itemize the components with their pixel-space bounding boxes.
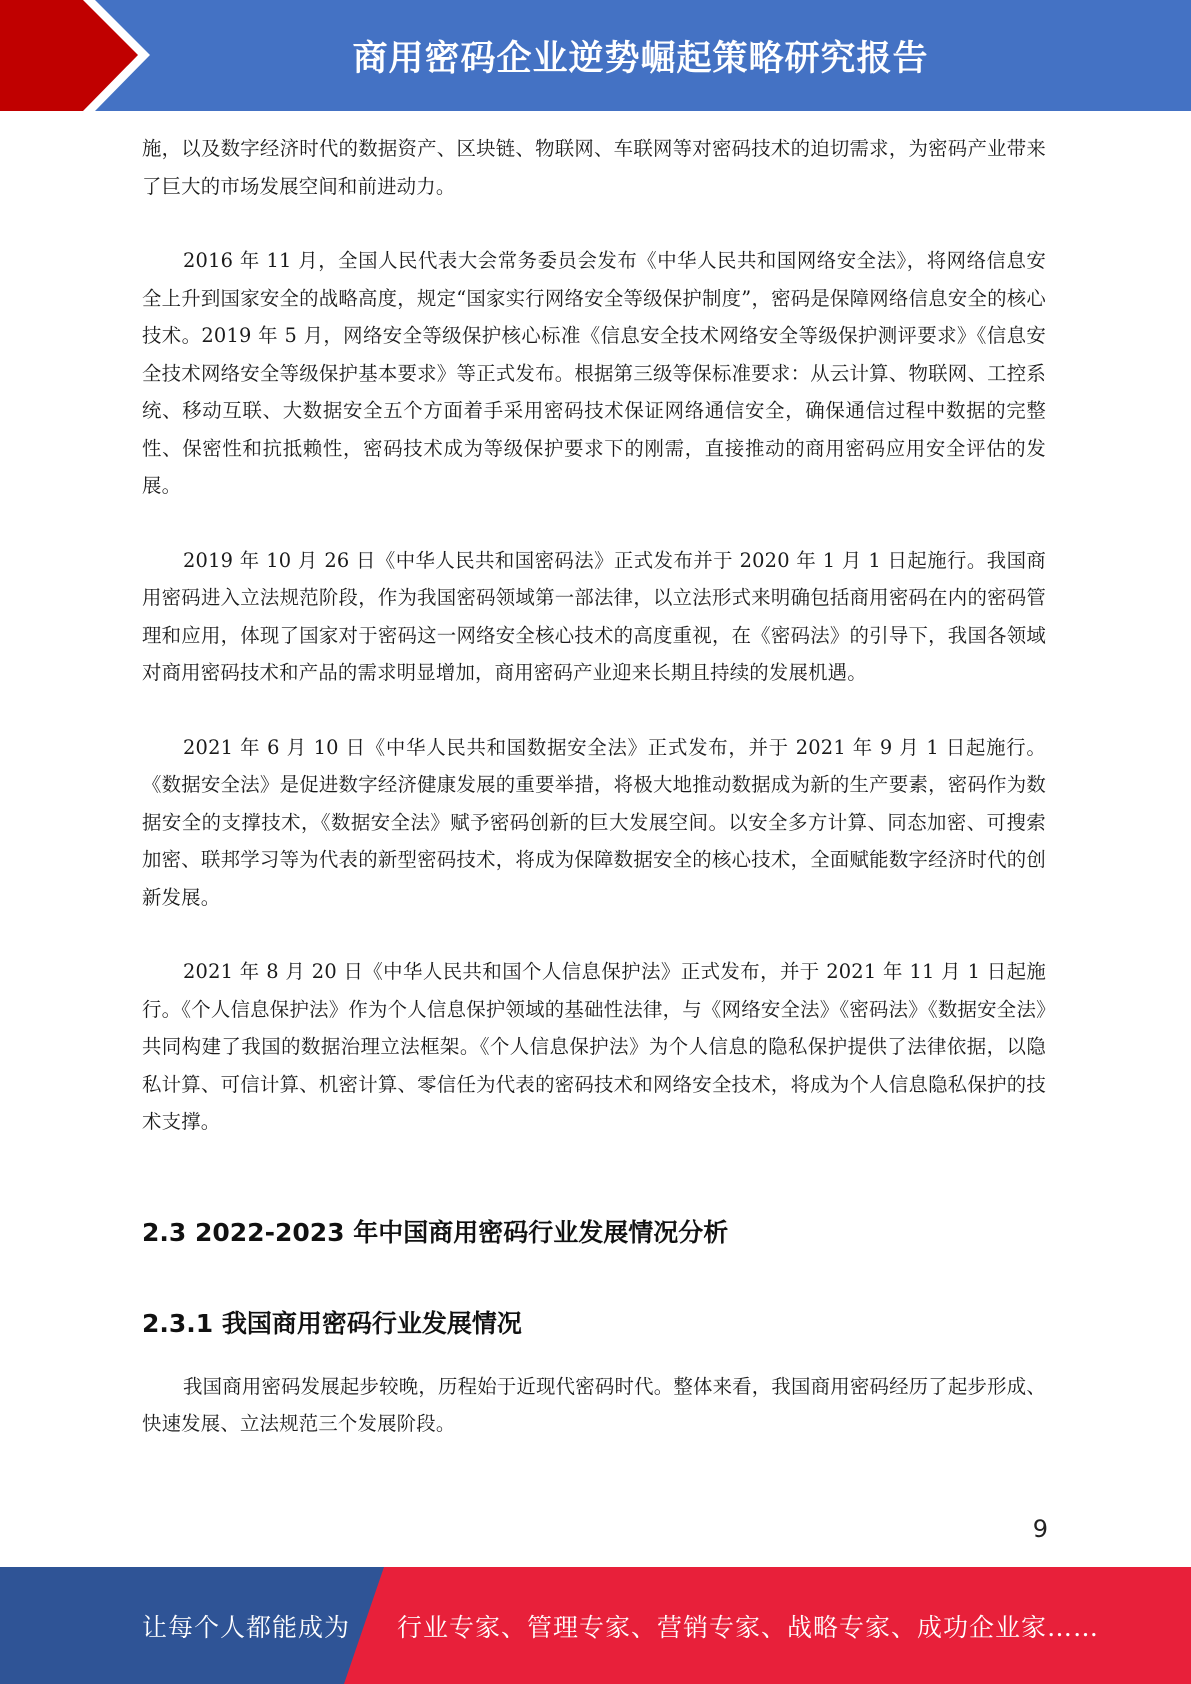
footer-slogan-left: 让每个人都能成为 [142, 1612, 351, 1642]
paragraph-continuation: 施，以及数字经济时代的数据资产、区块链、物联网、车联网等对密码技术的迫切需求，为密码产业带来了巨大的市场发展空间和前进动力。 [142, 137, 1046, 198]
footer-slogan-right: 行业专家、管理专家、营销专家、战略专家、成功企业家…… [397, 1612, 1100, 1642]
page-header [0, 0, 1191, 111]
header-arrow-decoration [0, 0, 160, 111]
section-heading-2-3: 2.3 2022-2023 年中国商用密码行业发展情况分析 [142, 1217, 729, 1247]
section-heading-2-3-1: 2.3.1 我国商用密码行业发展情况 [142, 1308, 522, 1338]
page-footer [0, 1567, 1191, 1684]
paragraph-cryptography-law: 2019 年 10 月 26 日《中华人民共和国密码法》正式发布并于 2020 年 1 月 1 日起施行。我国商用密码进入立法规范阶段，作为我国密码领域第一部法律，以立法形式来明确包括商用密码在内的密码管理和应用，体现了国家对于密码这一网络安全核心技术的高度重视，在《密码法》的引导下，我国各领域对商用密码技术和产品的需求明显增加，商用密码产业迎来长期且持续的发展机遇。 [142, 548, 1046, 684]
report-title: 商用密码企业逆势崛起策略研究报告 [352, 38, 929, 79]
page-number: 9 [1032, 1515, 1048, 1543]
paragraph-data-security-law: 2021 年 6 月 10 日《中华人民共和国数据安全法》正式发布，并于 2021 年 9 月 1 日起施行。《数据安全法》是促进数字经济健康发展的重要举措，将极大地推动数据成为新的生产要素，密码作为数据安全的支撑技术，《数据安全法》赋予密码创新的巨大发展空间。以安全多方计算、同态加密、可搜索加密、联邦学习等为代表的新型密码技术，将成为保障数据安全的核心技术，全面赋能数字经济时代的创新发展。 [142, 735, 1046, 909]
paragraph-development-stages: 我国商用密码发展起步较晚，历程始于近现代密码时代。整体来看，我国商用密码经历了起步形成、快速发展、立法规范三个发展阶段。 [142, 1374, 1046, 1435]
paragraph-personal-info-law: 2021 年 8 月 20 日《中华人民共和国个人信息保护法》正式发布，并于 2021 年 11 月 1 日起施行。《个人信息保护法》作为个人信息保护领域的基础性法律，与《网络安全法》《密码法》《数据安全法》共同构建了我国的数据治理立法框架。《个人信息保护法》为个人信息的隐私保护提供了法律依据，以隐私计算、可信计算、机密计算、零信任为代表的密码技术和网络安全技术，将成为个人信息隐私保护的技术支撑。 [142, 960, 1046, 1133]
paragraph-cybersecurity-law: 2016 年 11 月，全国人民代表大会常务委员会发布《中华人民共和国网络安全法》，将网络信息安全上升到国家安全的战略高度，规定“国家实行网络安全等级保护制度”，密码是保障网络信息安全的核心技术。2019 年 5 月，网络安全等级保护核心标准《信息安全技术网络安全等级保护测评要求》《信息安全技术网络安全等级保护基本要求》等正式发布。根据第三级等保标准要求：从云计算、物联网、工控系统、移动互联、大数据安全五个方面着手采用密码技术保证网络通信安全，确保通信过程中数据的完整性、保密性和抗抵赖性，密码技术成为等级保护要求下的刚需，直接推动的商用密码应用安全评估的发展。 [142, 249, 1046, 497]
document-body [142, 130, 1046, 1443]
